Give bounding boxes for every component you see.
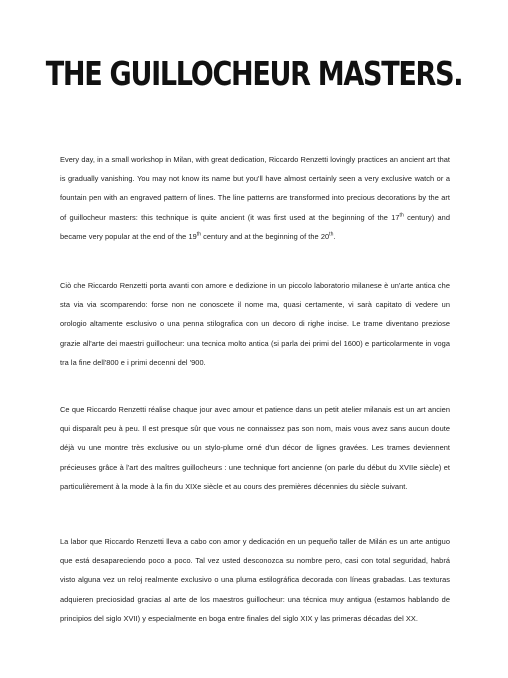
superscript-th-1: th xyxy=(399,212,404,219)
paragraph-english-part4: . xyxy=(333,231,336,241)
paragraph-french: Ce que Riccardo Renzetti réalise chaque jour avec amour et patience dans un petit atelier milanais est un art ancien qui disparaît peu à peu. Il est presque sûr que vous ne connaissez pas son nom, mais vous avez sans aucun doute déjà vu une montre très exclusive ou un stylo-plume orné d'un décor de lignes gravées. Les trames deviennent précieuses grâce à l'art des maîtres guillocheurs : une technique fort ancienne (on parle du début du XVIIe siècle) et particulièrement à la mode à la fin du XIXe siècle et au cours des premières décennies du siècle suivant. xyxy=(60,405,450,491)
superscript-th-3: th xyxy=(329,231,334,238)
superscript-th-2: th xyxy=(196,231,202,238)
paragraph-english xyxy=(60,150,450,246)
page-title: THE GUILLOCHEUR MASTERS. xyxy=(45,54,463,93)
paragraph-italian: Ciò che Riccardo Renzetti porta avanti con amore e dedizione in un piccolo laboratorio milanese è un'arte antica che sta via via scomparendo: forse non ne conoscete il nome ma, quasi certamente, vi sarà capitato di vedere un orologio altamente esclusivo o una penna stilografica con un decoro di righe incise. Le trame diventano preziose grazie all'arte dei maestri guillocheur: una tecnica molto antica (si parla dei primi del 1600) e particolarmente in voga tra la fine dell'800 e i primi decenni del '900. xyxy=(60,281,450,367)
paragraph-english-part3: century and at the beginning of the 20 xyxy=(201,231,330,241)
paragraph-spanish: La labor que Riccardo Renzetti lleva a cabo con amor y dedicación en un pequeño taller de Milán es un arte antiguo que está desapareciendo poco a poco. Tal vez usted desconozca su nombre pero, casi con total seguridad, habrá visto alguna vez un reloj realmente exclusivo o una pluma estilográfica decorada con líneas grabadas. Las texturas adquieren preciosidad gracias al arte de los maestros guillocheur: una técnica muy antigua (estamos hablando de principios del siglo XVII) y especialmente en boga entre finales del siglo XIX y las primeras décadas del XX. xyxy=(60,537,450,623)
paragraph-english-part1: Every day, in a small workshop in Milan, with great dedication, Riccardo Renzetti lovingly practices an ancient art that is gradually vanishing. You may not know its name but you'll have almost certainly seen a very exclusive watch or a fountain pen with an engraved pattern of lines. The line patterns are transformed into precious decorations by the art of guillocheur masters: this technique is quite ancient (it was first used at the beginning of the 17 xyxy=(60,155,450,222)
paragraph-english-part2: century) and became very popular at the end of the 19 xyxy=(60,212,450,241)
